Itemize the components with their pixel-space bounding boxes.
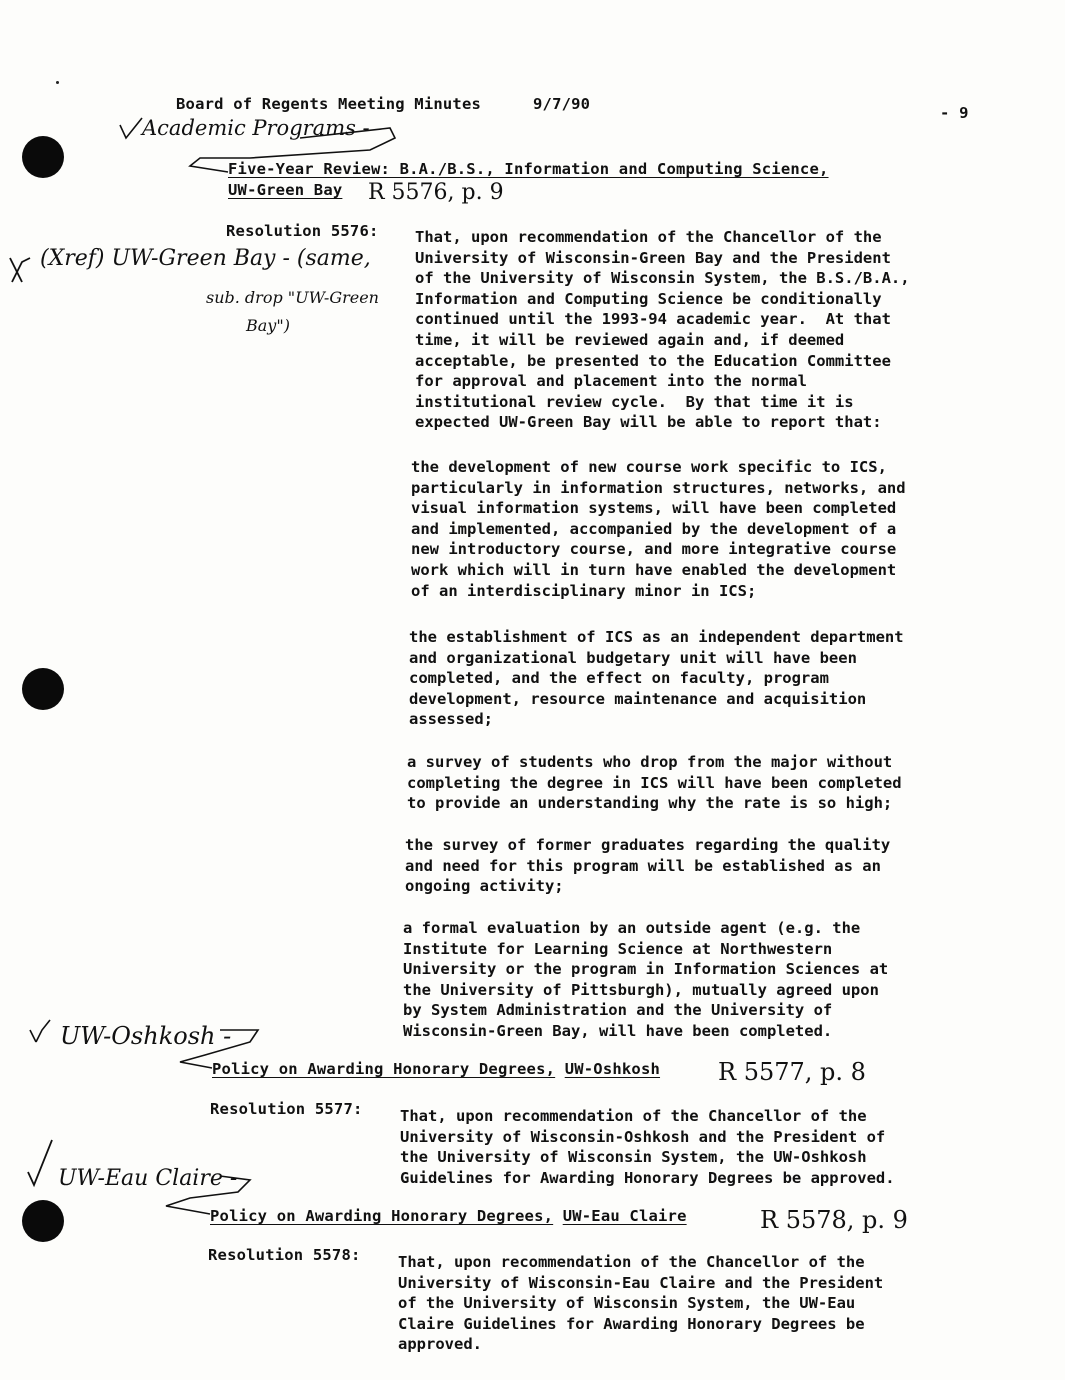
section2-heading bbox=[212, 1060, 660, 1078]
text-line: new introductory course, and more integrative course bbox=[411, 540, 897, 559]
text-line: the establishment of ICS as an independent department bbox=[409, 628, 904, 646]
annotation-uw-oshkosh: UW-Oshkosh - bbox=[60, 1022, 232, 1050]
text-line: the University of Pittsburgh), mutually agreed upon bbox=[403, 980, 879, 999]
section1-heading-line2-wrap bbox=[228, 181, 342, 199]
paragraph-formal-evaluation bbox=[403, 918, 888, 1042]
text-line: Wisconsin-Green Bay, will have been completed. bbox=[403, 1021, 833, 1040]
section3-heading-struck: UW-Eau Claire bbox=[562, 1207, 687, 1225]
annotation-ref-5576: R 5576, p. 9 bbox=[368, 180, 504, 205]
text-line: work which will in turn have enabled the development bbox=[411, 560, 897, 579]
text-line: Information and Computing Science be conditionally bbox=[415, 289, 882, 308]
text-line: Claire Guidelines for Awarding Honorary Degrees be bbox=[398, 1314, 865, 1333]
text-line: a formal evaluation by an outside agent (e.g. the bbox=[403, 919, 861, 937]
document-title: Board of Regents Meeting Minutes bbox=[176, 95, 482, 113]
text-line: by System Administration and the University of bbox=[403, 1001, 833, 1020]
resolution-5577-body bbox=[400, 1106, 895, 1188]
resolution-5576-body bbox=[415, 227, 910, 433]
text-line: of an interdisciplinary minor in ICS; bbox=[411, 581, 757, 600]
punch-hole-middle bbox=[22, 668, 64, 710]
text-line: a survey of students who drop from the major without bbox=[407, 753, 893, 771]
text-line: expected UW-Green Bay will be able to report that: bbox=[415, 413, 882, 432]
text-line: completed, and the effect on faculty, program bbox=[409, 669, 829, 688]
text-line: completing the degree in ICS will have been completed bbox=[407, 773, 902, 792]
annotation-uw-eau-claire: UW-Eau Claire - bbox=[58, 1166, 238, 1191]
paragraph-survey-students bbox=[407, 752, 902, 814]
paragraph-course-work bbox=[411, 457, 906, 601]
text-line: institutional review cycle. By that time it is bbox=[415, 392, 854, 411]
text-line: That, upon recommendation of the Chancellor of the bbox=[415, 228, 882, 246]
section3-heading-text: Policy on Awarding Honorary Degrees, bbox=[210, 1207, 554, 1225]
section2-heading-text: Policy on Awarding Honorary Degrees, bbox=[212, 1060, 556, 1078]
text-line: the University of Wisconsin System, the UW-Oshkosh bbox=[400, 1148, 867, 1167]
text-line: and need for this program will be established as an bbox=[405, 856, 881, 875]
annotation-ref-5577: R 5577, p. 8 bbox=[718, 1058, 866, 1086]
text-line: Institute for Learning Science at Northwestern bbox=[403, 939, 833, 958]
text-line: development, resource maintenance and acquisition bbox=[409, 689, 867, 708]
section2-heading-struck: UW-Oshkosh bbox=[564, 1060, 661, 1078]
text-line: Guidelines for Awarding Honorary Degrees be approved. bbox=[400, 1168, 895, 1187]
text-line: assessed; bbox=[409, 710, 493, 729]
paragraph-department bbox=[409, 627, 904, 730]
annotation-subdrop: sub. drop "UW-Green bbox=[206, 288, 379, 307]
text-line: University of Wisconsin-Oshkosh and the President of bbox=[400, 1127, 886, 1146]
text-line: University of Wisconsin-Eau Claire and the President bbox=[398, 1273, 884, 1292]
page-number: - 9 bbox=[940, 104, 969, 122]
text-line: the survey of former graduates regarding the quality bbox=[405, 836, 891, 854]
text-line: That, upon recommendation of the Chancellor of the bbox=[398, 1253, 865, 1271]
text-line: and implemented, accompanied by the development of a bbox=[411, 519, 897, 538]
resolution-5578-body bbox=[398, 1252, 883, 1355]
text-line: acceptable, be presented to the Education Committee bbox=[415, 351, 891, 370]
text-line: continued until the 1993-94 academic year. At that bbox=[415, 310, 891, 329]
paragraph-survey-graduates bbox=[405, 835, 890, 897]
text-line: to provide an understanding why the rate is so high; bbox=[407, 794, 893, 813]
annotation-academic-programs: Academic Programs - bbox=[142, 116, 370, 140]
punch-hole-top bbox=[22, 136, 64, 178]
text-line: ongoing activity; bbox=[405, 877, 564, 896]
text-line: of the University of Wisconsin System, the UW-Eau bbox=[398, 1294, 856, 1313]
resolution-5576-label: Resolution 5576: bbox=[226, 222, 379, 240]
text-line: time, it will be reviewed again and, if deemed bbox=[415, 330, 845, 349]
annotation-xref: (Xref) UW-Green Bay - (same, bbox=[40, 246, 371, 271]
resolution-5578-label: Resolution 5578: bbox=[208, 1246, 361, 1264]
text-line: of the University of Wisconsin System, the B.S./B.A., bbox=[415, 269, 910, 288]
punch-hole-bottom bbox=[22, 1200, 64, 1242]
annotation-bay: Bay") bbox=[246, 316, 290, 335]
text-line: That, upon recommendation of the Chancellor of the bbox=[400, 1107, 867, 1125]
section1-heading bbox=[228, 160, 829, 178]
section1-heading-line1: Five-Year Review: B.A./B.S., Information and Computing Science, bbox=[228, 160, 829, 178]
text-line: particularly in information structures, networks, and bbox=[411, 478, 906, 497]
speck bbox=[56, 81, 59, 84]
text-line: and organizational budgetary unit will have been bbox=[409, 648, 857, 667]
text-line: approved. bbox=[398, 1335, 482, 1354]
meeting-date: 9/7/90 bbox=[533, 95, 591, 113]
text-line: the development of new course work specific to ICS, bbox=[411, 458, 887, 476]
text-line: visual information systems, will have been completed bbox=[411, 499, 897, 518]
resolution-5577-label: Resolution 5577: bbox=[210, 1100, 363, 1118]
text-line: for approval and placement into the normal bbox=[415, 372, 807, 391]
annotation-ref-5578: R 5578, p. 9 bbox=[760, 1206, 908, 1234]
text-line: University or the program in Information Sciences at bbox=[403, 960, 889, 979]
text-line: University of Wisconsin-Green Bay and the President bbox=[415, 248, 891, 267]
section1-heading-line2: UW-Green Bay bbox=[228, 181, 343, 199]
section3-heading bbox=[210, 1207, 687, 1225]
